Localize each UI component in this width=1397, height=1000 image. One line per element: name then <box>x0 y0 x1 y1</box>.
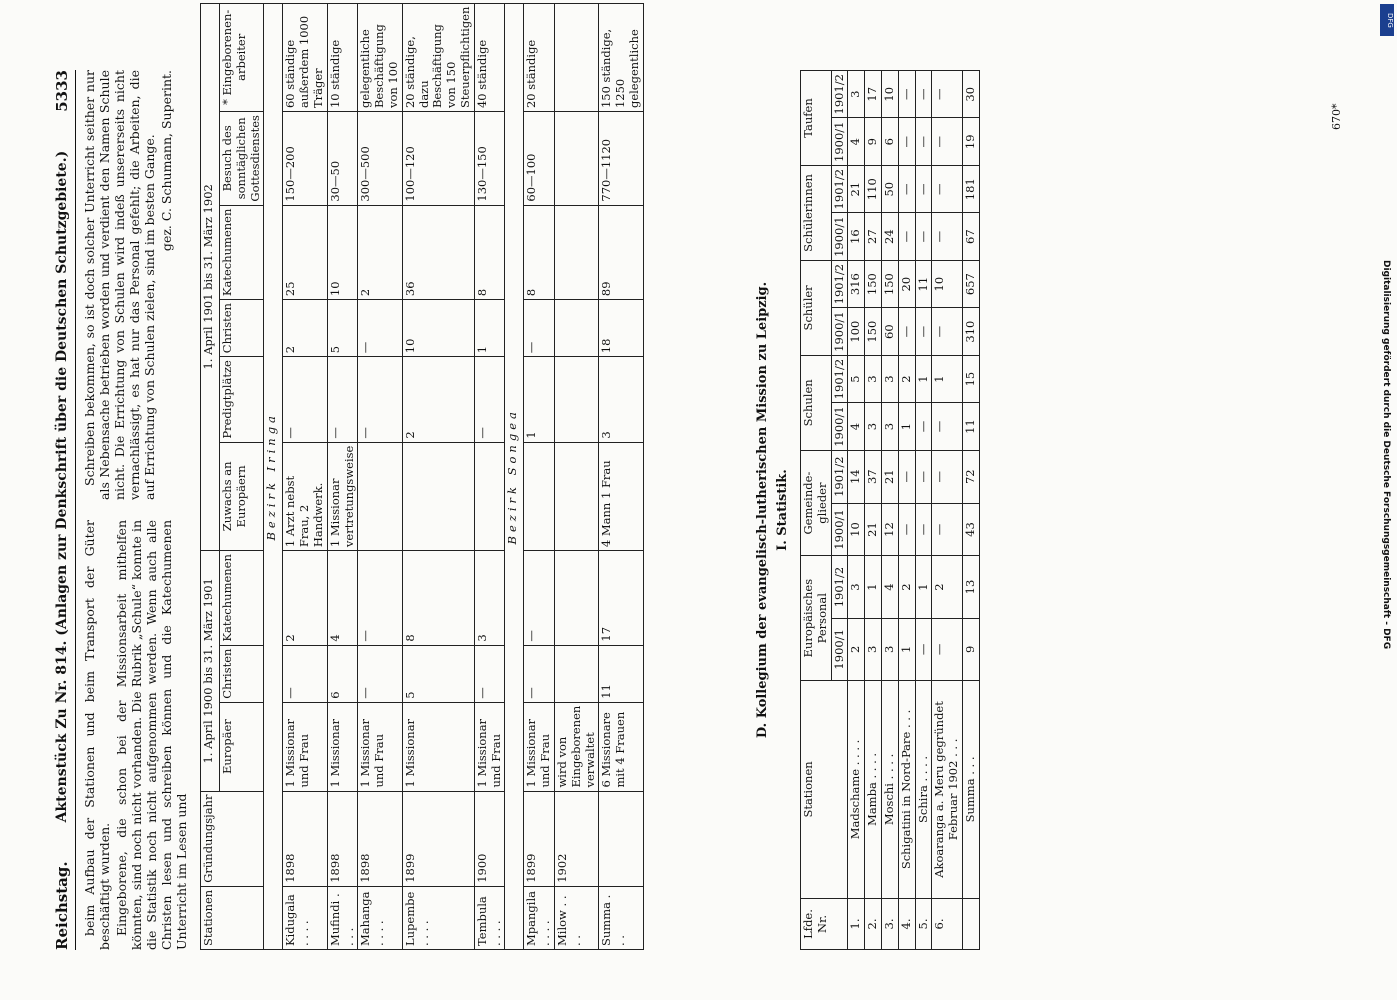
table-row <box>599 3 643 949</box>
table-cell: Lupembe . . . . <box>402 886 474 949</box>
table-cell: 20 ständige <box>524 3 555 111</box>
table-cell: 3 <box>881 355 898 402</box>
table-cell: Mahanga . . . . <box>358 886 402 949</box>
col-besuch: Besuch des sonntäglichen Gottesdienstes <box>220 112 264 206</box>
table-cell: 60—100 <box>524 112 555 206</box>
table-cell: — <box>932 618 963 680</box>
table-cell: 10 ständige <box>327 3 358 111</box>
table-cell: 1 Missionar und Frau <box>524 702 555 791</box>
table-cell: 5. <box>915 898 932 949</box>
table-cell: 2 <box>283 300 327 357</box>
col-schulen: Schulen <box>801 355 832 450</box>
table-cell: 9 <box>962 618 979 680</box>
table-cell: 8 <box>524 205 555 299</box>
year-header: 1901/2 <box>831 556 848 618</box>
col-euro: Europäisches Personal <box>801 556 832 681</box>
table-cell: 1 <box>898 403 915 450</box>
table-cell: 1 Arzt nebst Frau, 2 Handwerk. <box>283 442 327 550</box>
table-cell: 15 <box>962 355 979 402</box>
table-cell <box>554 205 598 299</box>
table-cell: Moschi . . . . <box>881 680 898 898</box>
dfg-sidebar-text: Digitalisierung gefördert durch die Deutsche Forschungsgemeinschaft - DFG <box>1381 260 1391 650</box>
section-i-title: I. Statistik. <box>775 469 790 551</box>
table-cell: 21 <box>865 503 882 556</box>
table-cell: — <box>932 503 963 556</box>
table-cell: 1902 <box>554 791 598 886</box>
table-cell: — <box>932 308 963 355</box>
table-cell: 3 <box>881 403 898 450</box>
table-cell: 50 <box>881 165 898 212</box>
table-cell: — <box>915 403 932 450</box>
table-cell: — <box>932 118 963 165</box>
table-cell: Kidugala . . . . <box>283 886 327 949</box>
table-row <box>283 3 327 949</box>
table-cell: 150 <box>865 260 882 307</box>
table-cell: — <box>358 645 402 702</box>
table-cell: 4 <box>848 403 865 450</box>
table-cell: 43 <box>962 503 979 556</box>
table-cell: 4. <box>898 898 915 949</box>
table-cell: 1898 <box>327 791 358 886</box>
table-cell: 1899 <box>524 791 555 886</box>
table-cell: 72 <box>962 450 979 503</box>
table-cell: 24 <box>881 213 898 260</box>
table-cell <box>474 442 505 550</box>
table-cell: 20 ständige, dazu Beschäftigung von 150 Steuerpflichtigen <box>402 3 474 111</box>
table-cell: 21 <box>881 450 898 503</box>
table-cell: — <box>898 503 915 556</box>
table-cell: 1. <box>848 898 865 949</box>
table-cell: — <box>915 450 932 503</box>
table-cell: 1 <box>898 618 915 680</box>
col-zuwachs: Zuwachs an Europäern <box>220 442 264 550</box>
table-cell: 657 <box>962 260 979 307</box>
table-cell: 17 <box>599 551 643 645</box>
table-cell: 1900 <box>474 791 505 886</box>
table-row <box>327 3 358 949</box>
table-cell: 3 <box>599 357 643 442</box>
table-cell <box>554 300 598 357</box>
table-row <box>524 3 555 949</box>
table-cell: 9 <box>865 118 882 165</box>
table-cell: 1 Missionar vertretungsweise <box>327 442 358 550</box>
table-cell: — <box>915 213 932 260</box>
year-header: 1900/1 <box>831 118 848 165</box>
table-cell: 1 <box>915 355 932 402</box>
table-cell: — <box>898 308 915 355</box>
table-cell: 2. <box>865 898 882 949</box>
table-cell: 10 <box>881 71 898 119</box>
table-cell: — <box>915 308 932 355</box>
table-cell: 1 <box>865 556 882 618</box>
table-cell: 8 <box>474 205 505 299</box>
page-header <box>30 70 76 950</box>
table-cell: 316 <box>848 260 865 307</box>
table-cell: 14 <box>848 450 865 503</box>
col-katechumenen: Katechumenen <box>220 551 264 645</box>
table-row <box>474 3 505 949</box>
col-schuelerinnen: Schülerinnen <box>801 165 832 260</box>
signature: gez. C. Schumann, Superint. <box>159 70 174 252</box>
col-lfde: Lfde. Nr. <box>801 898 848 949</box>
table-cell <box>554 551 598 645</box>
table-cell: 6. <box>932 898 963 949</box>
col-taufen: Taufen <box>801 71 832 166</box>
paragraph-left-line: beim Aufbau der Stationen und beim Transport der Güter beschäftigt wurden. <box>82 520 112 950</box>
table-cell: 13 <box>962 556 979 618</box>
table-cell: 150—200 <box>283 112 327 206</box>
paragraph-left-line: Eingeborene, die schon bei der Missionsarbeit mithelfen könnten, sind noch nicht vorhanden. Die Rubrik „Schule“ konnte in die Statistik noch nicht aufgenommen werden. Wenn auch alle Christen lesen und schreiben können und die Katechumenen Unterricht im Lesen und <box>114 520 189 950</box>
table-cell: — <box>915 618 932 680</box>
table-cell: Madschame . . . . <box>848 680 865 898</box>
table-row <box>358 3 402 949</box>
year-header: 1901/2 <box>831 450 848 503</box>
table-cell: Summa . . . <box>962 680 979 898</box>
table-cell: — <box>524 300 555 357</box>
table-cell: — <box>524 551 555 645</box>
table-cell: Milow . . . . <box>554 886 598 949</box>
statistik-table <box>800 70 980 950</box>
table-cell: 150 <box>865 308 882 355</box>
table-cell: 19 <box>962 118 979 165</box>
table-cell: 3 <box>865 355 882 402</box>
table-cell: 5 <box>402 645 474 702</box>
table-cell <box>554 442 598 550</box>
table1-rows-songea <box>524 3 643 949</box>
table-cell: 6 Missionare mit 4 Frauen <box>599 702 643 791</box>
paragraph-left <box>82 520 192 950</box>
table-cell: 4 <box>327 551 358 645</box>
year-header: 1900/1 <box>831 403 848 450</box>
table-cell: 4 <box>881 556 898 618</box>
col-christen2: Christen <box>220 300 264 357</box>
table-cell: 150 ständige, 1250 gelegentliche <box>599 3 643 111</box>
table-cell: 60 <box>881 308 898 355</box>
dfg-logo: DFG <box>1380 4 1394 36</box>
table-cell: 1899 <box>402 791 474 886</box>
table-cell: 1898 <box>358 791 402 886</box>
mission-table-iringa <box>200 3 644 950</box>
table-cell: Mamba . . . . <box>865 680 882 898</box>
col-period1: 1. April 1900 bis 31. März 1901 <box>201 551 220 791</box>
table-cell: 150 <box>881 260 898 307</box>
table-cell: 20 <box>898 260 915 307</box>
table-cell: 100—120 <box>402 112 474 206</box>
table-cell: 1 <box>474 300 505 357</box>
table-cell: Akoaranga a. Meru gegründet Februar 1902 . . . <box>932 680 963 898</box>
col-christen: Christen <box>220 645 264 702</box>
table-cell: 10 <box>327 205 358 299</box>
table-row <box>962 71 979 950</box>
table-cell <box>554 3 598 111</box>
table-cell: — <box>327 357 358 442</box>
dfg-sidebar <box>1377 0 1393 1000</box>
year-header: 1901/2 <box>831 165 848 212</box>
table-cell: 1 Missionar <box>402 702 474 791</box>
table-cell: — <box>358 300 402 357</box>
table-cell: 36 <box>402 205 474 299</box>
year-header: 1900/1 <box>831 308 848 355</box>
footnote: 670* <box>1330 103 1343 130</box>
table-cell: Schira . . . . <box>915 680 932 898</box>
header-left: Reichstag. <box>53 861 71 950</box>
table-cell: 11 <box>599 645 643 702</box>
table-row <box>932 71 963 950</box>
col-predigtplaetze: Predigtplätze <box>220 357 264 442</box>
table-cell: — <box>898 213 915 260</box>
printed-page-rotated <box>30 6 1370 950</box>
table-cell: — <box>932 213 963 260</box>
table-cell: 3 <box>474 551 505 645</box>
district-songea: Bezirk Songea <box>505 3 524 949</box>
table-cell: 25 <box>283 205 327 299</box>
table-cell: 181 <box>962 165 979 212</box>
table-cell: — <box>898 450 915 503</box>
table-cell: 300—500 <box>358 112 402 206</box>
table-row <box>915 71 932 950</box>
table-cell: 5 <box>848 355 865 402</box>
table-cell: 4 <box>848 118 865 165</box>
paragraph-right <box>82 70 192 500</box>
district-iringa: Bezirk Iringa <box>264 3 283 949</box>
table-cell: 310 <box>962 308 979 355</box>
section-d-title: D. Kollegium der evangelisch-lutherischen Mission zu Leipzig. <box>755 281 770 739</box>
table-cell <box>962 898 979 949</box>
table-cell: — <box>474 357 505 442</box>
table-row <box>848 71 865 950</box>
table-cell <box>599 791 643 886</box>
table-cell: 6 <box>327 645 358 702</box>
table-cell: 110 <box>865 165 882 212</box>
table-cell: 1 <box>915 556 932 618</box>
table-cell: 100 <box>848 308 865 355</box>
table-cell: 2 <box>402 357 474 442</box>
table-cell: 18 <box>599 300 643 357</box>
table-cell: 1 <box>932 355 963 402</box>
table-cell: — <box>932 450 963 503</box>
table-cell: 60 ständige außerdem 1000 Träger <box>283 3 327 111</box>
table-cell: Mufindi . . . . <box>327 886 358 949</box>
table-cell: 2 <box>898 556 915 618</box>
table-cell: 2 <box>358 205 402 299</box>
table-cell: 1 <box>524 357 555 442</box>
table-cell: 27 <box>865 213 882 260</box>
table-cell: — <box>915 165 932 212</box>
table-cell: — <box>283 357 327 442</box>
table-cell: — <box>524 645 555 702</box>
col-katechumenen2: Katechumenen <box>220 205 264 299</box>
col-europaeer: Europäer <box>220 702 264 791</box>
table-cell <box>402 442 474 550</box>
table-cell: 16 <box>848 213 865 260</box>
table2-rows <box>848 71 979 950</box>
table-cell: 130—150 <box>474 112 505 206</box>
col-stationen2: Stationen <box>801 680 848 898</box>
table-cell: Tembula . . . . <box>474 886 505 949</box>
page-number: 5333 <box>53 70 71 112</box>
table-cell: — <box>932 403 963 450</box>
table-cell <box>554 357 598 442</box>
table-cell: 21 <box>848 165 865 212</box>
table-cell <box>554 645 598 702</box>
table-cell <box>358 442 402 550</box>
table-cell: 4 Mann 1 Frau <box>599 442 643 550</box>
year-header: 1901/2 <box>831 260 848 307</box>
table-cell <box>554 112 598 206</box>
table-cell: 770—1120 <box>599 112 643 206</box>
paragraph-right-line: Schreiben bekommen, so ist doch solcher Unterricht seither nur als Nebensache betrieben worden und verdient den Namen Schule nicht. Die Errichtung von Schulen wird indeß unsererseits nicht vernachlässigt, es hat nur das Personal gefehlt; die Arbeiten, die auf Errichtung von Schulen zielen, sind im besten Gange. <box>82 70 157 500</box>
table-cell: — <box>358 357 402 442</box>
col-schueler: Schüler <box>801 260 832 355</box>
table-cell: 8 <box>402 551 474 645</box>
table-cell: 12 <box>881 503 898 556</box>
table-cell: 3. <box>881 898 898 949</box>
table-cell: — <box>898 118 915 165</box>
col-gemeinde: Gemeinde-glieder <box>801 450 832 556</box>
year-header: 1900/1 <box>831 213 848 260</box>
table-cell: 2 <box>283 551 327 645</box>
table-cell: — <box>358 551 402 645</box>
year-header: 1901/2 <box>831 355 848 402</box>
col-arbeiter: * Eingeborenen-arbeiter <box>220 3 264 111</box>
table-cell: Mpangila . . . . <box>524 886 555 949</box>
table-cell: — <box>915 71 932 119</box>
table-cell: 10 <box>402 300 474 357</box>
table-cell: 89 <box>599 205 643 299</box>
table-cell: 3 <box>848 71 865 119</box>
table-cell: gelegentliche Beschäftigung von 100 <box>358 3 402 111</box>
col-stationen: Stationen <box>201 886 264 949</box>
table-cell: 1 Missionar und Frau <box>283 702 327 791</box>
table-row <box>898 71 915 950</box>
table-cell: 5 <box>327 300 358 357</box>
table-cell: 2 <box>932 556 963 618</box>
table-row <box>554 3 598 949</box>
table-cell: — <box>898 71 915 119</box>
table-cell: 30 <box>962 71 979 119</box>
table-cell: Summa . . . <box>599 886 643 949</box>
table-cell: — <box>932 71 963 119</box>
year-header: 1900/1 <box>831 618 848 680</box>
table-cell: — <box>915 503 932 556</box>
table-cell: Schigatini in Nord-Pare . . . <box>898 680 915 898</box>
col-period2: 1. April 1901 bis 31. März 1902 <box>201 3 220 550</box>
table-cell: 1 Missionar <box>327 702 358 791</box>
table-cell: 3 <box>865 618 882 680</box>
table-cell: 11 <box>915 260 932 307</box>
col-gruendungsjahr: Gründungsjahr <box>201 791 264 886</box>
table-cell: 1 Missionar und Frau <box>474 702 505 791</box>
table-cell: — <box>283 645 327 702</box>
table-cell: 1898 <box>283 791 327 886</box>
table-cell: 10 <box>848 503 865 556</box>
table1-rows-iringa <box>283 3 505 949</box>
table-cell: — <box>474 645 505 702</box>
table-cell: 2 <box>848 618 865 680</box>
table-cell: 11 <box>962 403 979 450</box>
table-cell: 1 Missionar und Frau <box>358 702 402 791</box>
table-cell: 17 <box>865 71 882 119</box>
table-row <box>402 3 474 949</box>
table-cell: 3 <box>881 618 898 680</box>
table-cell: wird von Eingeborenen verwaltet <box>554 702 598 791</box>
table-cell: 2 <box>898 355 915 402</box>
year-header: 1900/1 <box>831 503 848 556</box>
table-cell: 37 <box>865 450 882 503</box>
table-cell: — <box>915 118 932 165</box>
table-cell: 30—50 <box>327 112 358 206</box>
table-row <box>881 71 898 950</box>
table-cell: 67 <box>962 213 979 260</box>
table-cell: 3 <box>848 556 865 618</box>
table-cell: 6 <box>881 118 898 165</box>
year-header: 1901/2 <box>831 71 848 119</box>
table-cell <box>524 442 555 550</box>
header-middle: Aktenstück Zu Nr. 814. (Anlagen zur Denkschrift über die Deutschen Schutzgebiete.) <box>54 150 71 823</box>
table-cell: — <box>898 165 915 212</box>
table-cell: 3 <box>865 403 882 450</box>
table-cell: 10 <box>932 260 963 307</box>
table-row <box>865 71 882 950</box>
table-cell: 40 ständige <box>474 3 505 111</box>
table-cell: — <box>932 165 963 212</box>
